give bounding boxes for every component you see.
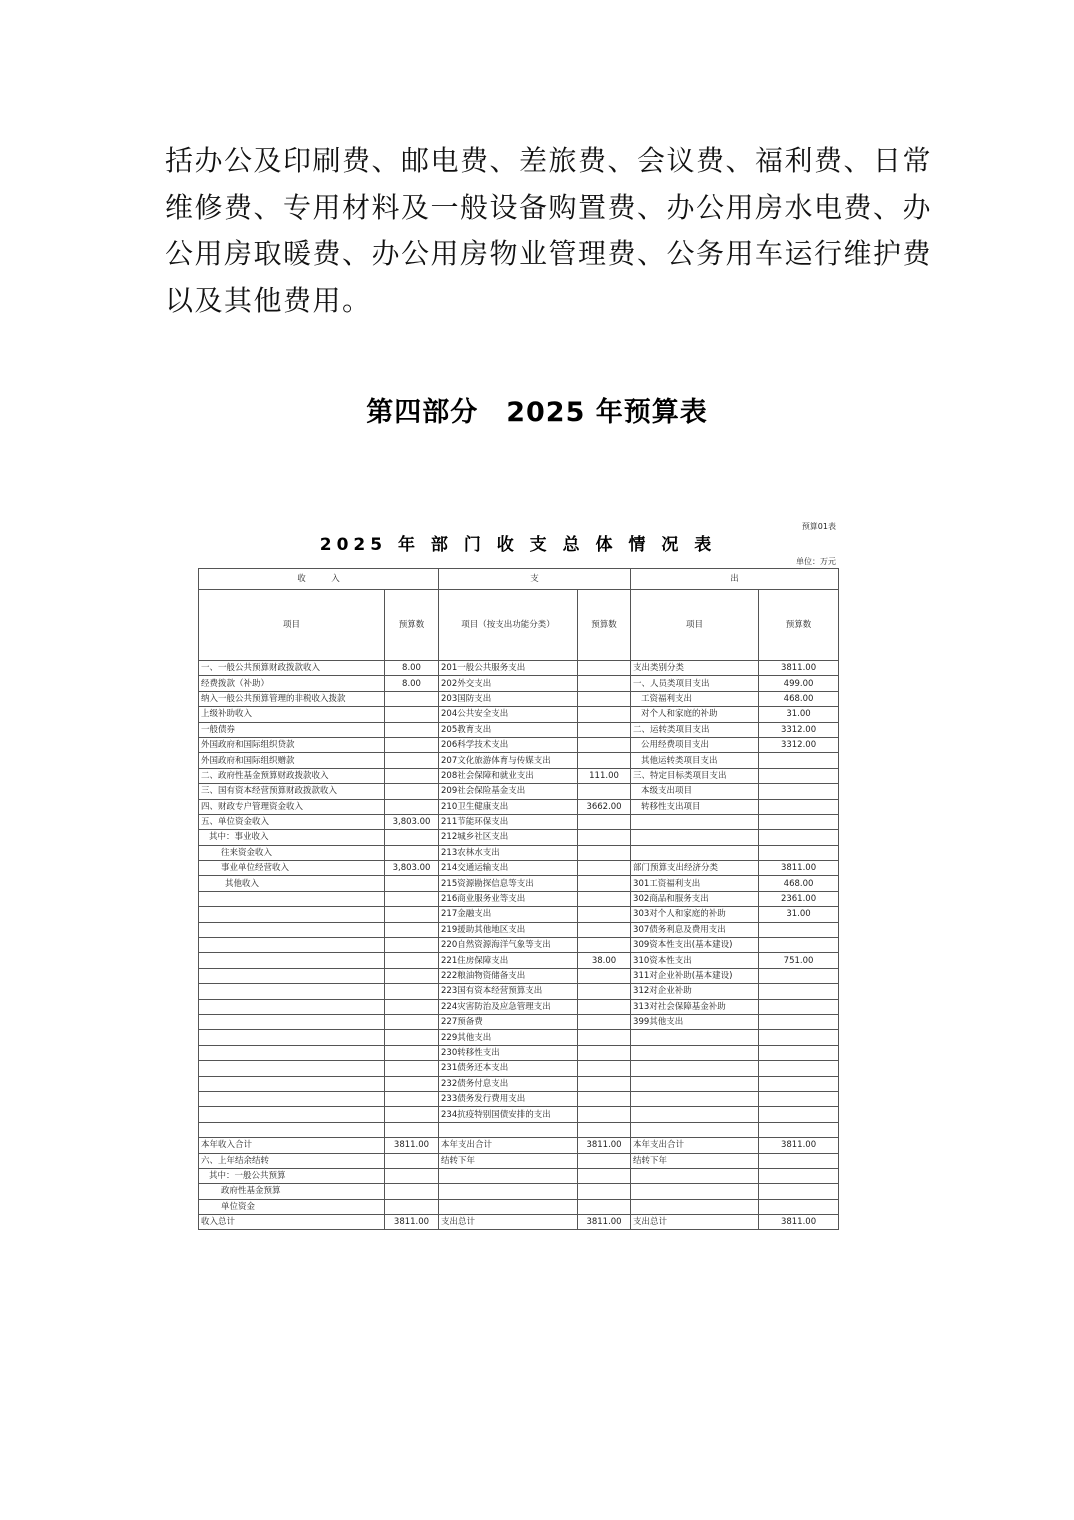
table-row (199, 814, 839, 829)
function-amount-cell (578, 1199, 631, 1214)
class-item-cell: 转移性支出项目 (631, 799, 759, 814)
table-row (199, 1215, 839, 1230)
income-item-cell (199, 953, 385, 968)
income-item-cell (199, 1014, 385, 1029)
table-row (199, 861, 839, 876)
class-amount-cell (759, 768, 839, 783)
class-item-cell (631, 845, 759, 860)
function-item-cell: 227预备费 (439, 1014, 578, 1029)
function-amount-cell (578, 707, 631, 722)
paragraph-line: 维修费、专用材料及一般设备购置费、办公用房水电费、办 (165, 190, 933, 224)
function-item-cell: 219援助其他地区支出 (439, 922, 578, 937)
unit-label: 单位：万元 (796, 557, 836, 566)
income-amount-cell (385, 876, 439, 891)
table-row (199, 984, 839, 999)
class-item-cell: 311对企业补助(基本建设) (631, 968, 759, 983)
function-item-cell: 223国有资本经营预算支出 (439, 984, 578, 999)
class-item-cell: 结转下年 (631, 1153, 759, 1168)
function-item-cell: 213农林水支出 (439, 845, 578, 860)
function-item-cell: 221住房保障支出 (439, 953, 578, 968)
class-amount-cell (759, 1153, 839, 1168)
income-item-cell (199, 1030, 385, 1045)
income-item-cell: 其中：事业收入 (199, 830, 385, 845)
class-item-cell (631, 1030, 759, 1045)
income-amount-cell (385, 707, 439, 722)
function-item-cell: 220自然资源海洋气象等支出 (439, 938, 578, 953)
function-amount-cell (578, 876, 631, 891)
function-item-cell: 232债务付息支出 (439, 1076, 578, 1091)
function-amount-cell (578, 1076, 631, 1091)
income-item-cell: 二、政府性基金预算财政拨款收入 (199, 768, 385, 783)
income-item-cell: 外国政府和国际组织赠款 (199, 753, 385, 768)
function-amount-cell (578, 661, 631, 676)
class-amount-cell: 3811.00 (759, 861, 839, 876)
col-function-amount: 预算数 (578, 590, 631, 661)
class-amount-cell: 499.00 (759, 676, 839, 691)
function-amount-cell: 3811.00 (578, 1215, 631, 1230)
function-item-cell: 205教育支出 (439, 722, 578, 737)
function-item-cell: 结转下年 (439, 1153, 578, 1168)
class-item-cell (631, 1061, 759, 1076)
class-amount-cell (759, 784, 839, 799)
income-amount-cell (385, 922, 439, 937)
table-row (199, 830, 839, 845)
class-item-cell (631, 1076, 759, 1091)
class-item-cell: 本年支出合计 (631, 1138, 759, 1153)
function-amount-cell (578, 984, 631, 999)
class-item-cell: 303对个人和家庭的补助 (631, 907, 759, 922)
income-amount-cell (385, 999, 439, 1014)
income-item-cell: 政府性基金预算 (199, 1184, 385, 1199)
function-item-cell: 230转移性支出 (439, 1045, 578, 1060)
table-title: 2025 年 部 门 收 支 总 体 情 况 表 (319, 535, 717, 555)
income-amount-cell (385, 753, 439, 768)
income-item-cell (199, 1091, 385, 1106)
class-amount-cell: 31.00 (759, 707, 839, 722)
function-amount-cell (578, 722, 631, 737)
function-amount-cell (578, 691, 631, 706)
income-item-cell: 一、一般公共预算财政拨款收入 (199, 661, 385, 676)
table-row (199, 707, 839, 722)
income-item-cell: 本年收入合计 (199, 1138, 385, 1153)
income-amount-cell (385, 1199, 439, 1214)
class-amount-cell: 3811.00 (759, 1215, 839, 1230)
class-item-cell: 399其他支出 (631, 1014, 759, 1029)
class-item-cell (631, 1045, 759, 1060)
table-row (199, 1014, 839, 1029)
class-amount-cell: 751.00 (759, 953, 839, 968)
function-item-cell: 233债务发行费用支出 (439, 1091, 578, 1106)
income-item-cell: 四、财政专户管理资金收入 (199, 799, 385, 814)
income-amount-cell (385, 1107, 439, 1122)
class-amount-cell (759, 1014, 839, 1029)
function-amount-cell (578, 861, 631, 876)
table-row (199, 737, 839, 752)
function-amount-cell (578, 1107, 631, 1122)
income-amount-cell (385, 722, 439, 737)
income-amount-cell: 8.00 (385, 676, 439, 691)
table-row (199, 753, 839, 768)
income-amount-cell (385, 1091, 439, 1106)
function-item-cell: 210卫生健康支出 (439, 799, 578, 814)
function-amount-cell: 3662.00 (578, 799, 631, 814)
function-amount-cell (578, 938, 631, 953)
class-amount-cell: 468.00 (759, 691, 839, 706)
table-row (199, 1138, 839, 1153)
income-amount-cell (385, 1168, 439, 1183)
income-item-cell: 外国政府和国际组织贷款 (199, 737, 385, 752)
function-amount-cell (578, 1122, 631, 1137)
class-item-cell: 二、运转类项目支出 (631, 722, 759, 737)
function-item-cell: 215资源勘探信息等支出 (439, 876, 578, 891)
function-item-cell: 216商业服务业等支出 (439, 891, 578, 906)
income-amount-cell (385, 1030, 439, 1045)
class-amount-cell (759, 1107, 839, 1122)
function-amount-cell: 111.00 (578, 768, 631, 783)
class-item-cell: 313对社会保障基金补助 (631, 999, 759, 1014)
class-item-cell: 本级支出项目 (631, 784, 759, 799)
function-amount-cell (578, 1091, 631, 1106)
function-item-cell: 204公共安全支出 (439, 707, 578, 722)
income-item-cell (199, 1076, 385, 1091)
col-class-amount: 预算数 (759, 590, 839, 661)
income-amount-cell (385, 768, 439, 783)
income-amount-cell (385, 691, 439, 706)
function-item-cell: 224灾害防治及应急管理支出 (439, 999, 578, 1014)
income-item-cell: 纳入一般公共预算管理的非税收入拨款 (199, 691, 385, 706)
class-amount-cell: 3312.00 (759, 722, 839, 737)
class-amount-cell (759, 799, 839, 814)
function-amount-cell (578, 1168, 631, 1183)
table-row (199, 922, 839, 937)
class-amount-cell: 31.00 (759, 907, 839, 922)
income-item-cell (199, 938, 385, 953)
function-amount-cell: 38.00 (578, 953, 631, 968)
income-item-cell (199, 1061, 385, 1076)
income-amount-cell (385, 1014, 439, 1029)
class-item-cell (631, 1199, 759, 1214)
class-item-cell (631, 814, 759, 829)
income-item-cell (199, 1122, 385, 1137)
income-item-cell: 一般债券 (199, 722, 385, 737)
income-amount-cell: 3,803.00 (385, 861, 439, 876)
class-item-cell: 工资福利支出 (631, 691, 759, 706)
body-paragraph (165, 138, 933, 324)
table-header-row (199, 569, 839, 590)
class-amount-cell: 2361.00 (759, 891, 839, 906)
table-row (199, 1091, 839, 1106)
income-amount-cell: 3,803.00 (385, 814, 439, 829)
function-amount-cell (578, 968, 631, 983)
table-row (199, 1076, 839, 1091)
class-amount-cell (759, 984, 839, 999)
table-row (199, 999, 839, 1014)
class-amount-cell: 468.00 (759, 876, 839, 891)
income-amount-cell: 8.00 (385, 661, 439, 676)
col-income-amount: 预算数 (385, 590, 439, 661)
function-amount-cell (578, 1045, 631, 1060)
income-header: 收 入 (199, 569, 439, 590)
class-amount-cell (759, 830, 839, 845)
class-item-cell (631, 1184, 759, 1199)
income-item-cell (199, 1107, 385, 1122)
class-amount-cell (759, 1199, 839, 1214)
income-amount-cell (385, 845, 439, 860)
income-amount-cell (385, 1061, 439, 1076)
income-item-cell (199, 907, 385, 922)
income-amount-cell (385, 1076, 439, 1091)
income-item-cell (199, 922, 385, 937)
class-item-cell: 307债务利息及费用支出 (631, 922, 759, 937)
class-amount-cell (759, 938, 839, 953)
class-item-cell: 302商品和服务支出 (631, 891, 759, 906)
function-item-cell (439, 1199, 578, 1214)
class-item-cell: 其他运转类项目支出 (631, 753, 759, 768)
class-amount-cell (759, 1045, 839, 1060)
function-amount-cell (578, 1014, 631, 1029)
function-amount-cell (578, 1061, 631, 1076)
class-amount-cell (759, 1030, 839, 1045)
col-function-item: 项目（按支出功能分类） (439, 590, 578, 661)
paragraph-line: 括办公及印刷费、邮电费、差旅费、会议费、福利费、日常 (165, 144, 933, 177)
income-amount-cell (385, 938, 439, 953)
table-row (199, 845, 839, 860)
class-amount-cell (759, 814, 839, 829)
class-amount-cell (759, 1122, 839, 1137)
class-item-cell (631, 830, 759, 845)
expenditure-header-right: 出 (631, 569, 839, 590)
income-item-cell: 经费拨款（补助） (199, 676, 385, 691)
income-item-cell (199, 999, 385, 1014)
table-row (199, 938, 839, 953)
table-row (199, 876, 839, 891)
form-number: 预算01表 (801, 522, 836, 531)
income-item-cell (199, 968, 385, 983)
table-row (199, 1199, 839, 1214)
table-row (199, 1184, 839, 1199)
function-item-cell: 201一般公共服务支出 (439, 661, 578, 676)
function-item-cell: 209社会保险基金支出 (439, 784, 578, 799)
income-item-cell: 其中：一般公共预算 (199, 1168, 385, 1183)
function-item-cell: 207文化旅游体育与传媒支出 (439, 753, 578, 768)
table-row (199, 1030, 839, 1045)
class-item-cell (631, 1107, 759, 1122)
table-row (199, 1168, 839, 1183)
table-row (199, 676, 839, 691)
income-item-cell: 单位资金 (199, 1199, 385, 1214)
class-amount-cell (759, 1076, 839, 1091)
table-row (199, 1153, 839, 1168)
function-item-cell (439, 1168, 578, 1183)
class-item-cell: 312对企业补助 (631, 984, 759, 999)
function-item-cell: 222粮油物资储备支出 (439, 968, 578, 983)
table-row (199, 1045, 839, 1060)
class-item-cell: 310资本性支出 (631, 953, 759, 968)
class-amount-cell (759, 968, 839, 983)
budget-table (198, 568, 839, 1230)
function-amount-cell (578, 999, 631, 1014)
income-amount-cell (385, 953, 439, 968)
class-item-cell: 301工资福利支出 (631, 876, 759, 891)
income-item-cell: 五、单位资金收入 (199, 814, 385, 829)
income-amount-cell (385, 830, 439, 845)
function-amount-cell (578, 814, 631, 829)
class-item-cell: 公用经费项目支出 (631, 737, 759, 752)
col-class-item: 项目 (631, 590, 759, 661)
col-income-item: 项目 (199, 590, 385, 661)
class-amount-cell (759, 845, 839, 860)
table-row (199, 1122, 839, 1137)
income-item-cell (199, 1045, 385, 1060)
table-subheader-row (199, 590, 839, 661)
table-row (199, 768, 839, 783)
expenditure-header-left: 支 (439, 569, 631, 590)
function-item-cell: 217金融支出 (439, 907, 578, 922)
income-item-cell: 三、国有资本经营预算财政拨款收入 (199, 784, 385, 799)
class-amount-cell (759, 999, 839, 1014)
table-row (199, 1061, 839, 1076)
table-row (199, 907, 839, 922)
function-amount-cell (578, 676, 631, 691)
function-item-cell (439, 1184, 578, 1199)
income-item-cell: 收入总计 (199, 1215, 385, 1230)
class-amount-cell (759, 1168, 839, 1183)
function-item-cell: 231债务还本支出 (439, 1061, 578, 1076)
income-amount-cell (385, 1153, 439, 1168)
table-row (199, 891, 839, 906)
income-amount-cell (385, 799, 439, 814)
class-amount-cell: 3312.00 (759, 737, 839, 752)
income-amount-cell (385, 1045, 439, 1060)
income-item-cell: 上级补助收入 (199, 707, 385, 722)
function-item-cell: 208社会保障和就业支出 (439, 768, 578, 783)
function-item-cell: 211节能环保支出 (439, 814, 578, 829)
income-amount-cell (385, 907, 439, 922)
function-amount-cell (578, 784, 631, 799)
table-row (199, 722, 839, 737)
function-item-cell: 206科学技术支出 (439, 737, 578, 752)
income-item-cell: 六、上年结余结转 (199, 1153, 385, 1168)
function-item-cell: 229其他支出 (439, 1030, 578, 1045)
paragraph-line: 以及其他费用。 (165, 283, 372, 317)
income-item-cell: 其他收入 (199, 876, 385, 891)
class-amount-cell (759, 922, 839, 937)
class-item-cell: 部门预算支出经济分类 (631, 861, 759, 876)
income-amount-cell (385, 984, 439, 999)
function-amount-cell (578, 922, 631, 937)
function-item-cell: 203国防支出 (439, 691, 578, 706)
income-amount-cell (385, 1184, 439, 1199)
function-item-cell (439, 1122, 578, 1137)
table-row (199, 784, 839, 799)
function-amount-cell (578, 1030, 631, 1045)
function-amount-cell (578, 1184, 631, 1199)
income-item-cell: 往来资金收入 (199, 845, 385, 860)
income-item-cell (199, 891, 385, 906)
table-row (199, 1107, 839, 1122)
paragraph-line: 公用房取暖费、办公用房物业管理费、公务用车运行维护费 (165, 237, 933, 270)
income-amount-cell: 3811.00 (385, 1215, 439, 1230)
income-amount-cell (385, 737, 439, 752)
function-item-cell: 214交通运输支出 (439, 861, 578, 876)
class-amount-cell (759, 1061, 839, 1076)
class-item-cell: 对个人和家庭的补助 (631, 707, 759, 722)
function-item-cell: 202外交支出 (439, 676, 578, 691)
class-amount-cell (759, 1091, 839, 1106)
class-item-cell: 支出总计 (631, 1215, 759, 1230)
table-row (199, 661, 839, 676)
budget-table-body (199, 569, 839, 1230)
class-amount-cell (759, 753, 839, 768)
function-amount-cell (578, 737, 631, 752)
table-row (199, 691, 839, 706)
class-amount-cell: 3811.00 (759, 661, 839, 676)
function-amount-cell (578, 891, 631, 906)
function-item-cell: 本年支出合计 (439, 1138, 578, 1153)
table-row (199, 799, 839, 814)
class-amount-cell (759, 1184, 839, 1199)
function-amount-cell (578, 907, 631, 922)
function-amount-cell (578, 1153, 631, 1168)
function-amount-cell (578, 753, 631, 768)
income-amount-cell (385, 1122, 439, 1137)
income-amount-cell (385, 891, 439, 906)
income-amount-cell: 3811.00 (385, 1138, 439, 1153)
function-item-cell: 212城乡社区支出 (439, 830, 578, 845)
table-row (199, 968, 839, 983)
section-title: 第四部分 2025 年预算表 (366, 397, 708, 428)
table-row (199, 953, 839, 968)
function-amount-cell (578, 845, 631, 860)
income-amount-cell (385, 968, 439, 983)
income-item-cell (199, 984, 385, 999)
class-item-cell (631, 1091, 759, 1106)
function-amount-cell: 3811.00 (578, 1138, 631, 1153)
function-item-cell: 234抗疫特别国债安排的支出 (439, 1107, 578, 1122)
class-item-cell: 一、人员类项目支出 (631, 676, 759, 691)
class-amount-cell: 3811.00 (759, 1138, 839, 1153)
class-item-cell: 支出类别分类 (631, 661, 759, 676)
income-amount-cell (385, 784, 439, 799)
class-item-cell (631, 1168, 759, 1183)
class-item-cell: 三、特定目标类项目支出 (631, 768, 759, 783)
function-amount-cell (578, 830, 631, 845)
class-item-cell: 309资本性支出(基本建设) (631, 938, 759, 953)
class-item-cell (631, 1122, 759, 1137)
income-item-cell: 事业单位经营收入 (199, 861, 385, 876)
function-item-cell: 支出总计 (439, 1215, 578, 1230)
